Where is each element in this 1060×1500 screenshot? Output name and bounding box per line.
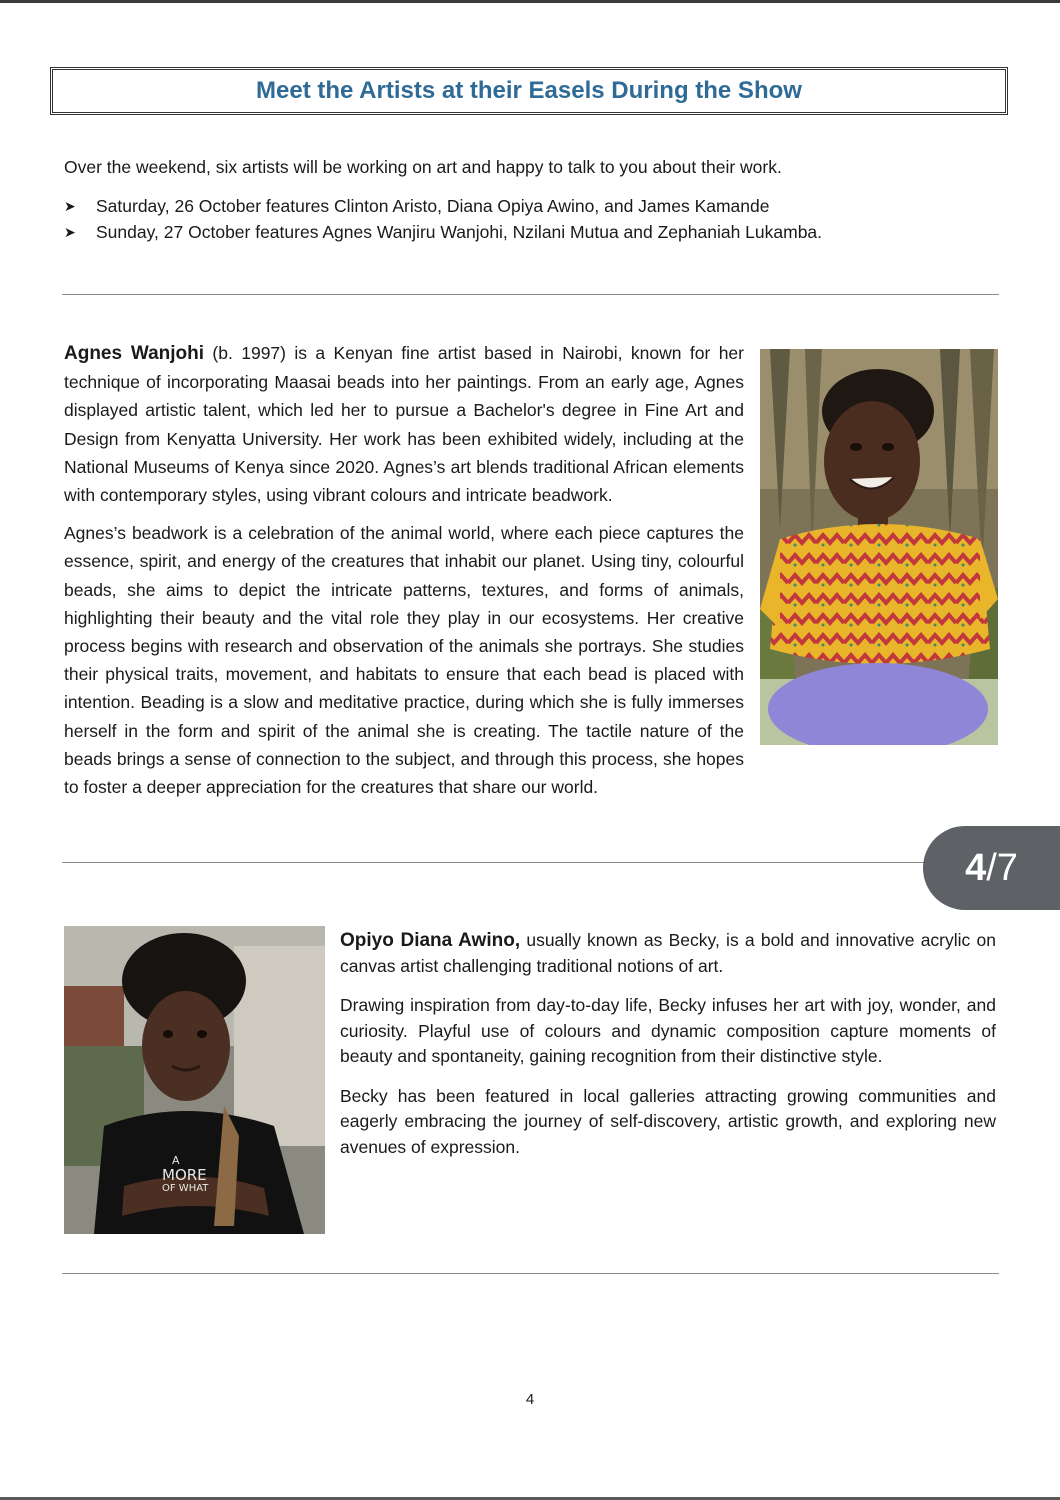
shirt-text-line: OF WHAT: [162, 1183, 209, 1194]
shirt-text-line: A: [172, 1154, 180, 1167]
intro-text: Over the weekend, six artists will be working on art and happy to talk to you about their work.: [64, 157, 782, 177]
artist-bio-diana: [340, 928, 996, 1174]
page-current: 4: [965, 846, 987, 889]
schedule-saturday: Saturday, 26 October features Clinton Aristo, Diana Opiya Awino, and James Kamande: [96, 196, 770, 216]
agnes-paragraph-2: Agnes’s beadwork is a celebration of the animal world, where each piece captures the essence, spirit, and energy of the creatures that inhabit our planet. Using tiny, colourful beads, she aims to depict the intricate patterns, textures, and forms of animals, highlighting their beauty and the vital role they play in our ecosystems. Her creative process begins with research and observation of the animals she portrays. She studies their physical traits, movement, and habitats to ensure that each bead is placed with intention. Beading is a slow and meditative practice, during which she is fully immerses herself in the form and spirit of the animal she is creating. The tactile nature of the beads brings a sense of connection to the subject, and through this process, she hopes to foster a deeper appreciation for the creatures that share our world.: [64, 523, 744, 798]
artist-name-agnes: Agnes Wanjohi: [64, 343, 205, 364]
agnes-intro-text: (b. 1997) is a Kenyan fine artist based in Nairobi, known for her technique of incorporating Maasai beads into her paintings. From an early age, Agnes displayed artistic talent, which led her to pursue a Bachelor's degree in Fine Art and Design from Kenyatta University. Her work has been exhibited widely, including at the National Museums of Kenya since 2020. Agnes’s art blends traditional African elements with contemporary styles, using vibrant colours and intricate beadwork.: [64, 343, 744, 506]
list-item: [64, 193, 1004, 219]
artist-bio-agnes: [64, 339, 998, 811]
artist-photo-agnes: [760, 349, 998, 745]
diana-paragraph-3: Becky has been featured in local galleries attracting growing communities and eagerly embracing the journey of self-discovery, artistic growth, and exploring new avenues of expression.: [340, 1085, 996, 1157]
list-item: [64, 219, 1004, 245]
diana-paragraph-1: [340, 928, 996, 979]
title-box: [50, 67, 1008, 115]
page-number: 4: [525, 1391, 535, 1408]
arrow-bullet-icon: ➤: [64, 198, 76, 214]
schedule-sunday: Sunday, 27 October features Agnes Wanjiru Wanjohi, Nzilani Mutua and Zephaniah Lukamba.: [96, 222, 823, 242]
page-title: Meet the Artists at their Easels During the Show: [256, 77, 802, 104]
page-indicator-badge: [923, 826, 1060, 910]
schedule-list: [64, 193, 1004, 245]
artist-photo-diana: [64, 926, 325, 1234]
diana-intro-text: usually known as Becky, is a bold and innovative acrylic on canvas artist challenging traditional notions of art.: [340, 930, 996, 976]
top-edge: [0, 0, 1060, 3]
artist-name-diana: Opiyo Diana Awino,: [340, 930, 521, 951]
divider: [62, 862, 999, 863]
page-total: /7: [986, 846, 1018, 889]
diana-paragraph-2: Drawing inspiration from day-to-day life, Becky infuses her art with joy, wonder, and curiosity. Playful use of colours and dynamic composition capture moments of beauty and spontaneity, gaining recognition from their distinctive style.: [340, 995, 996, 1066]
divider: [62, 1273, 999, 1274]
intro-section: [64, 155, 1004, 245]
shirt-lettering: [162, 1154, 252, 1196]
divider: [62, 294, 999, 295]
shirt-text-line: MORE: [162, 1166, 207, 1184]
arrow-bullet-icon: ➤: [64, 224, 76, 240]
